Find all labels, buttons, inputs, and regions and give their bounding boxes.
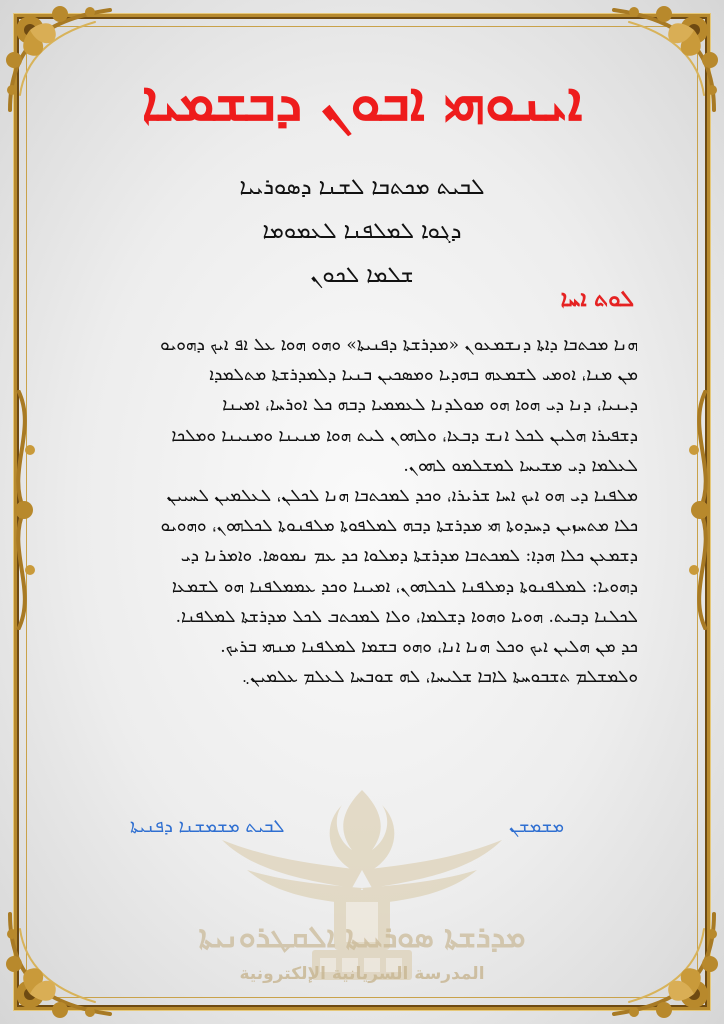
body-line: ܡܠܦܢܐ ܕܝ ܗܘ ܐܝܟ ܐܚܐ ܫܪܝܪܐ، ܘܟܕ ܠܡܟܬܒܐ ܗܢܐ ܠܟܠܢ، ܠܥܠܡܝܢ ܠܚܝܝܢ <box>166 485 638 506</box>
side-ornament-icon <box>664 390 724 630</box>
body-line: ܕܝܢܝܐ، ܕܢܐ ܕܝ ܗܘܐ ܗܘ ܡܘܠܕܢܐ ܠܥܡܡܝܐ ܕܒܗ ܟܠ ܐܘܪܚܐ، ܐܡܝܢܐ <box>222 395 638 416</box>
body-line: ܡܢ ܡܢܐ، ܐܘܡܝ ܠܫܡܥܗ ܒܗܕܝܐ ܘܡܣܟܝܢ ܒܢܝܐ ܕܠܡܕܪܫܬܐ ܡܬܠܡܕܐ <box>209 365 638 386</box>
signature-name: ܠܒܝܬ ܡܫܡܫܢܐ ܕܦܢܝܬܐ <box>130 816 285 837</box>
body-line: ܕܫܦܝܪܐ ܗܠܝܢ ܠܟܠ ܐܢܫ ܕܒܥܐ، ܘܠܗܘܢ ܠܝܬ ܗܘܐ ܡܢܝܢܐ ܘܡܢܝܢܐ ܘܡܠܟܐ <box>171 425 638 446</box>
body-line: ܘܠܡܫܠܡ ܬܫܒܘܚܬܐ ܠܐܒܐ ܫܠܝܚܐ، ܠܗ ܫܘܒܚܐ ܠܥܠܡ ܥܠܡܝܢ܆ <box>241 667 638 688</box>
signature-label: ܡܫܡܫܢ <box>509 816 564 837</box>
body-line: ܠܥܠܡܐ ܕܝ ܡܫܝܚܐ ܠܡܫܠܡܘ ܠܗܘܢ. <box>403 455 638 476</box>
watermark-school-name-syriac: ܡܕܪܫܬܐ ܣܘܪܝܝܬܐ ܐܠܩܛܪܘܢܝܬܐ <box>198 920 526 955</box>
body-line: ܟܠܐ ܡܬܚܙܝܢ ܕܚܕܘܬܐ ܗܝ ܡܕܪܫܬܐ ܕܒܗ ܠܡܠܦܘܬܐ ܡܠܦܢܘܬܐ ܠܟܠܗܘܢ، ܘܗܘܝܘ <box>160 516 638 537</box>
body-line: ܕܫܡܥܢ ܟܠܐ ܗܕܐ: ܠܡܟܬܒܐ ܡܕܪܫܬܐ ܕܡܠܘܐ ܟܕ ܥܡ ܢܡܘܣܐ. ܘܐܡܪܢܐ ܕܝ <box>180 546 638 567</box>
body-line: ܗܢܐ ܡܟܬܒܐ ܕܐܬܐ ܕܢܫܡܥܘܢ «ܡܕܪܫܬܐ ܕܦܢܝܬܐ» ܘܗܘ ܗܘܐ ܥܠ ܐܦ ܐܝܟ ܕܗܘܝܘ <box>160 335 638 355</box>
body-line: ܟܕ ܡܢ ܗܠܝܢ ܐܝܟ ܘܟܠ ܗܢܐ ܐܢܐ، ܘܗܘ ܒܫܡܐ ܠܡܠܦܢܐ ܡܢܗܝ ܒܪܝܟ. <box>220 636 638 657</box>
intro-line: ܕܓܘܐ ܠܡܠܦܢܐ ܠܥܡܘܡܐ <box>262 219 462 244</box>
intro-line: ܫܠܡܐ ܠܟܘܢ <box>310 263 414 288</box>
intro-line: ܠܒܝܬ ܡܟܬܒܐ ܠܫܢܐ ܕܣܘܪܝܝܐ <box>239 175 485 200</box>
body-line: ܕܗܘܝܐ: ܠܡܠܦܢܘܬܐ ܕܡܠܦܢܐ ܠܟܠܗܘܢ، ܐܡܝܢܐ ܘܟܕ ܥܡܡܠܦܢܐ ܗܘ ܠܫܡܥܐ <box>171 576 638 597</box>
watermark-school-name-arabic: المدرسة السريانية الإلكترونية <box>239 964 485 984</box>
body-line: ܠܟܠܢܐ ܕܒܝܬ. ܗܘܝܐ ܘܗܘܐ ܕܫܠܡܐ، ܘܠܐ ܠܡܟܬܒ ܠܟܠ ܡܕܪܫܬܐ ܠܡܠܦܢܐ. <box>175 606 638 627</box>
section-heading: ܠܘܬ ܐܚܐ <box>560 287 634 312</box>
corner-ornament-icon <box>604 904 724 1024</box>
corner-ornament-icon <box>0 904 120 1024</box>
letter-intro <box>100 166 624 298</box>
letter-title: ܐܝܢܘܗܝ ܐܒܘܢ ܕܒܫܡܝܐ <box>141 70 583 133</box>
side-ornament-icon <box>0 390 60 630</box>
signature-row <box>120 816 604 844</box>
letter-body <box>90 330 638 692</box>
